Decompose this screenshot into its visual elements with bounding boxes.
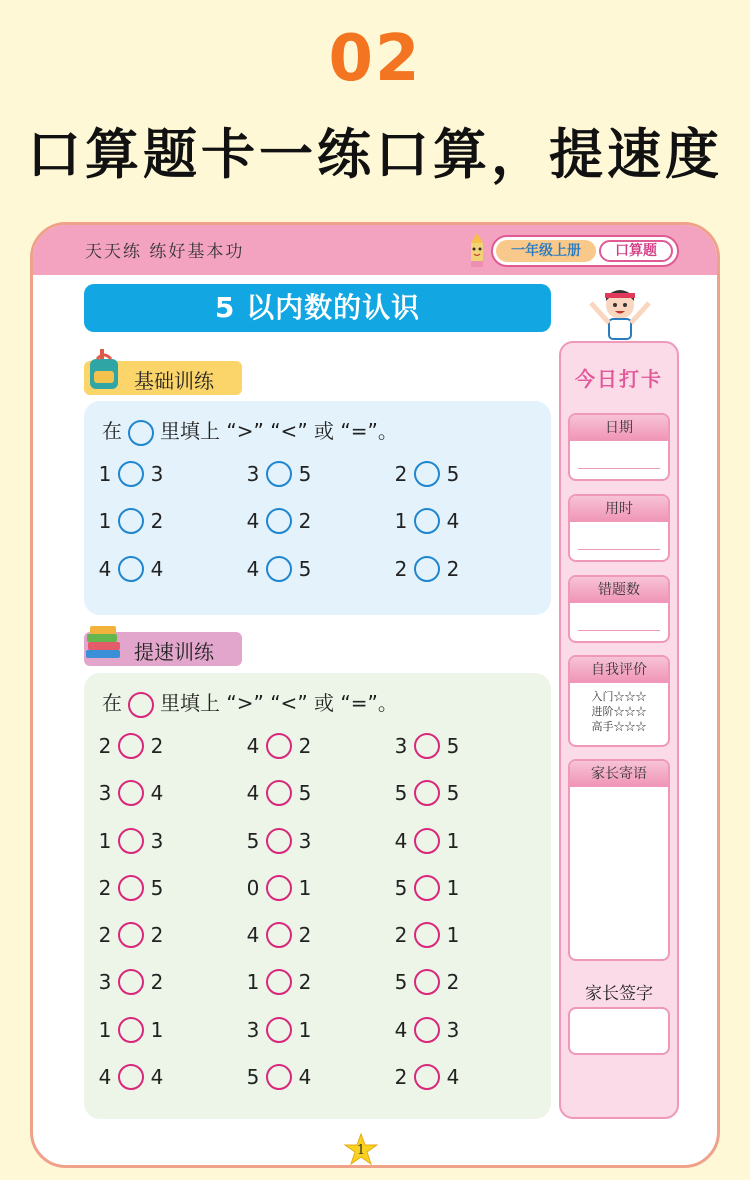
right-number: 5: [446, 734, 460, 758]
left-number: 3: [246, 1017, 260, 1042]
comparison-problem: [246, 461, 312, 487]
basic-section-header: [84, 361, 242, 395]
right-number: 4: [150, 781, 164, 806]
answer-circle[interactable]: [266, 733, 292, 759]
answer-circle[interactable]: [414, 1017, 440, 1043]
left-number: 5: [246, 828, 260, 853]
right-number: 2: [150, 734, 164, 758]
left-number: 4: [246, 734, 260, 758]
comparison-problem: [394, 556, 460, 582]
page-headline: 口算题卡一练口算，提速度: [27, 123, 723, 186]
comparison-problem: [394, 1064, 460, 1090]
right-number: 1: [446, 923, 460, 948]
basic-section-label: 基础训练: [134, 369, 214, 393]
left-number: 0: [246, 875, 260, 900]
comparison-problem: [98, 461, 164, 487]
right-number: 2: [446, 556, 460, 581]
right-number: 5: [446, 781, 460, 806]
answer-circle[interactable]: [414, 556, 440, 582]
comparison-problem: [394, 508, 460, 534]
right-number: 1: [298, 875, 312, 900]
comparison-problem: [246, 828, 312, 854]
left-number: 4: [394, 828, 408, 853]
problem-row: [84, 828, 551, 875]
answer-circle[interactable]: [118, 922, 144, 948]
date-label: 日期: [570, 415, 668, 441]
left-number: 1: [98, 509, 112, 534]
answer-circle[interactable]: [414, 1064, 440, 1090]
instruction-prefix: 在: [102, 419, 122, 443]
comparison-problem: [98, 733, 164, 759]
answer-circle[interactable]: [414, 733, 440, 759]
right-number: 3: [150, 828, 164, 853]
time-label: 用时: [570, 496, 668, 522]
page-number: 1: [356, 1143, 366, 1158]
time-box[interactable]: [568, 494, 670, 562]
comparison-problem: [98, 780, 164, 806]
comparison-problem: [246, 733, 312, 759]
answer-circle[interactable]: [118, 780, 144, 806]
answer-circle[interactable]: [118, 1064, 144, 1090]
right-number: 1: [446, 828, 460, 853]
right-number: 5: [298, 556, 312, 581]
left-number: 4: [98, 1065, 112, 1090]
motto-text: 天天练 练好基本功: [85, 242, 245, 262]
answer-circle[interactable]: [118, 461, 144, 487]
comparison-problem: [98, 922, 164, 948]
left-number: 4: [246, 781, 260, 806]
right-number: 4: [150, 556, 164, 581]
right-number: 1: [150, 1017, 164, 1042]
books-icon: [84, 620, 124, 664]
problem-row: [84, 556, 551, 603]
right-number: 3: [446, 1017, 460, 1042]
speed-section-label: 提速训练: [134, 640, 214, 664]
comparison-problem: [98, 508, 164, 534]
comparison-problem: [246, 875, 312, 901]
right-number: 3: [298, 828, 312, 853]
speed-panel: [84, 673, 551, 1119]
left-number: 4: [98, 556, 112, 581]
left-number: 2: [394, 556, 408, 581]
comparison-problem: [98, 969, 164, 995]
answer-circle[interactable]: [118, 969, 144, 995]
right-number: 2: [298, 734, 312, 758]
comparison-problem: [246, 1064, 312, 1090]
answer-circle[interactable]: [118, 733, 144, 759]
answer-circle[interactable]: [414, 461, 440, 487]
answer-circle[interactable]: [118, 828, 144, 854]
instruction-suffix: 里填上 “>” “<” 或 “=”。: [160, 419, 398, 443]
blank-circle-icon: [128, 692, 154, 718]
answer-circle[interactable]: [414, 508, 440, 534]
answer-circle[interactable]: [266, 461, 292, 487]
time-line: [578, 549, 660, 550]
parent-message-label: 家长寄语: [570, 761, 668, 787]
left-number: 2: [394, 462, 408, 486]
errors-box[interactable]: [568, 575, 670, 643]
right-number: 5: [150, 875, 164, 900]
right-number: 2: [150, 970, 164, 995]
answer-circle[interactable]: [118, 508, 144, 534]
left-number: 2: [394, 923, 408, 948]
cheering-kid-icon: [585, 283, 655, 343]
left-number: 1: [246, 970, 260, 995]
comparison-problem: [98, 556, 164, 582]
comparison-problem: [394, 828, 460, 854]
comparison-problem: [246, 508, 312, 534]
basic-panel: [84, 401, 551, 615]
eval-level-beginner: 入门☆☆☆: [591, 690, 647, 703]
answer-circle[interactable]: [266, 556, 292, 582]
backpack-icon: [84, 349, 124, 393]
right-number: 4: [446, 509, 460, 534]
answer-circle[interactable]: [118, 1017, 144, 1043]
left-number: 4: [394, 1017, 408, 1042]
checkin-sidebar: [559, 341, 679, 1119]
comparison-problem: [394, 922, 460, 948]
blank-circle-icon: [128, 420, 154, 446]
right-number: 5: [298, 462, 312, 486]
right-number: 2: [446, 970, 460, 995]
speed-section-header: [84, 632, 242, 666]
answer-circle[interactable]: [266, 828, 292, 854]
left-number: 2: [98, 734, 112, 758]
left-number: 5: [246, 1065, 260, 1090]
date-line: [578, 468, 660, 469]
errors-label: 错题数: [570, 577, 668, 603]
basic-instruction: [102, 415, 398, 446]
answer-circle[interactable]: [266, 875, 292, 901]
answer-circle[interactable]: [266, 969, 292, 995]
instruction-suffix: 里填上 “>” “<” 或 “=”。: [160, 691, 398, 715]
left-number: 5: [394, 970, 408, 995]
left-number: 4: [246, 509, 260, 534]
left-number: 2: [394, 1065, 408, 1090]
answer-circle[interactable]: [414, 780, 440, 806]
left-number: 3: [394, 734, 408, 758]
left-number: 4: [246, 556, 260, 581]
self-eval-box[interactable]: [568, 655, 670, 747]
left-number: 3: [246, 462, 260, 486]
left-number: 3: [98, 970, 112, 995]
right-number: 2: [298, 923, 312, 948]
answer-circle[interactable]: [266, 780, 292, 806]
parent-message-box[interactable]: [568, 759, 670, 961]
left-number: 2: [98, 923, 112, 948]
answer-circle[interactable]: [266, 1064, 292, 1090]
instruction-prefix: 在: [102, 691, 122, 715]
pencil-mascot-icon: [463, 231, 491, 269]
speed-instruction: [102, 687, 398, 718]
right-number: 4: [298, 1065, 312, 1090]
left-number: 2: [98, 875, 112, 900]
type-label: 口算题: [599, 240, 673, 262]
comparison-problem: [394, 780, 460, 806]
right-number: 4: [150, 1065, 164, 1090]
right-number: 1: [298, 1017, 312, 1042]
comparison-problem: [394, 1017, 460, 1043]
comparison-problem: [246, 1017, 312, 1043]
comparison-problem: [98, 1017, 164, 1043]
answer-circle[interactable]: [414, 969, 440, 995]
date-box[interactable]: [568, 413, 670, 481]
sidebar-title: 今日打卡: [575, 367, 663, 391]
worksheet-card: [30, 222, 720, 1168]
speed-problem-grid: [84, 733, 551, 1111]
section-number: 02: [328, 22, 422, 96]
left-number: 3: [98, 781, 112, 806]
problem-row: [84, 1017, 551, 1064]
self-eval-label: 自我评价: [570, 657, 668, 683]
problem-row: [84, 461, 551, 508]
comparison-problem: [246, 922, 312, 948]
problem-row: [84, 733, 551, 780]
problem-row: [84, 1064, 551, 1111]
answer-circle[interactable]: [118, 875, 144, 901]
comparison-problem: [98, 828, 164, 854]
grade-label: 一年级上册: [496, 240, 596, 262]
basic-problem-grid: [84, 461, 551, 603]
answer-circle[interactable]: [414, 828, 440, 854]
left-number: 5: [394, 875, 408, 900]
answer-circle[interactable]: [266, 1017, 292, 1043]
problem-row: [84, 969, 551, 1016]
left-number: 5: [394, 781, 408, 806]
right-number: 2: [150, 509, 164, 534]
answer-circle[interactable]: [266, 508, 292, 534]
problem-row: [84, 508, 551, 555]
eval-level-expert: 高手☆☆☆: [591, 720, 647, 733]
comparison-problem: [246, 556, 312, 582]
comparison-problem: [394, 733, 460, 759]
right-number: 5: [298, 781, 312, 806]
right-number: 5: [446, 462, 460, 486]
comparison-problem: [394, 969, 460, 995]
right-number: 1: [446, 875, 460, 900]
worksheet-title: 5 以内数的认识: [84, 284, 551, 332]
right-number: 4: [446, 1065, 460, 1090]
answer-circle[interactable]: [414, 875, 440, 901]
right-number: 2: [150, 923, 164, 948]
comparison-problem: [394, 461, 460, 487]
answer-circle[interactable]: [414, 922, 440, 948]
errors-line: [578, 630, 660, 631]
grade-tag: [491, 235, 679, 267]
problem-row: [84, 922, 551, 969]
right-number: 2: [298, 509, 312, 534]
left-number: 1: [394, 509, 408, 534]
comparison-problem: [246, 969, 312, 995]
problem-row: [84, 875, 551, 922]
left-number: 1: [98, 828, 112, 853]
problem-row: [84, 780, 551, 827]
left-number: 4: [246, 923, 260, 948]
comparison-problem: [246, 780, 312, 806]
comparison-problem: [98, 875, 164, 901]
parent-sign-box[interactable]: [568, 1007, 670, 1055]
parent-sign-label: 家长签字: [585, 984, 653, 1004]
right-number: 2: [298, 970, 312, 995]
comparison-problem: [98, 1064, 164, 1090]
answer-circle[interactable]: [266, 922, 292, 948]
left-number: 1: [98, 462, 112, 486]
eval-level-intermediate: 进阶☆☆☆: [591, 705, 647, 718]
right-number: 3: [150, 462, 164, 486]
answer-circle[interactable]: [118, 556, 144, 582]
left-number: 1: [98, 1017, 112, 1042]
comparison-problem: [394, 875, 460, 901]
